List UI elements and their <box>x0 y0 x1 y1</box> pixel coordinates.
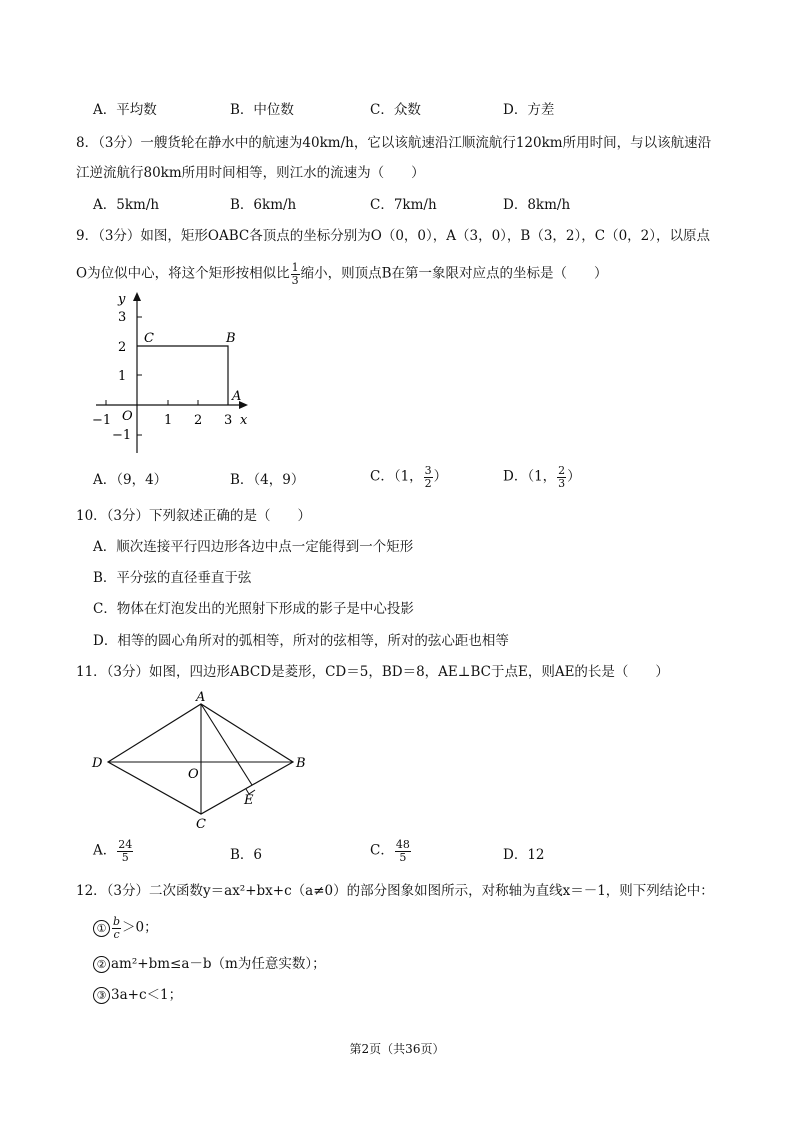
q9-point-b: B <box>226 331 236 346</box>
q11-point-o: O <box>188 767 199 782</box>
q9-tick-y3: 3 <box>118 310 127 325</box>
q8-stem-line2: 江逆流航行80km所用时间相等，则江水的流速为（ ） <box>76 165 425 181</box>
q9-y-axis-label: y <box>118 292 126 307</box>
q12-item-3: ③ 3a+c＜1； <box>93 987 182 1004</box>
q9-x-axis-label: x <box>240 413 248 428</box>
q9-tick-y-neg1: −1 <box>112 428 132 443</box>
q8-option-c: C．7km/h <box>370 197 437 213</box>
q9-stem-before: O为位似中心，将这个矩形按相似比 <box>76 265 290 282</box>
q11-option-c-fraction: $\frac{48}{5}$ <box>395 838 410 864</box>
q9-tick-y1: 1 <box>118 369 127 384</box>
q12-stem: 12．（3分）二次函数y＝ax²+bx+c（a≠0）的部分图象如图所示，对称轴为直线x＝－1，则下列结论中： <box>76 883 714 899</box>
q10-option-d: D．相等的圆心角所对的弧相等，所对的弦相等，所对的弦心距也相等 <box>93 633 509 649</box>
q9-option-d: D．（1， $\frac{2}{3}$ ） <box>503 464 581 490</box>
q9-coordinate-figure <box>88 288 258 458</box>
q9-option-b: B．（4，9） <box>230 472 305 488</box>
q9-point-c: C <box>144 331 154 346</box>
q9-option-c-fraction: $\frac{3}{2}$ <box>424 464 432 490</box>
q11-point-d: D <box>92 756 103 771</box>
q8-option-a: A．5km/h <box>93 197 160 213</box>
page-footer: 第2页（共36页） <box>349 1042 445 1056</box>
q9-origin-label: O <box>122 409 133 424</box>
q12-item-2: ② am²+bm≤a－b（m为任意实数）； <box>93 956 326 973</box>
q12-item-3-mark: ③ <box>93 987 110 1004</box>
q7-option-b: B．中位数 <box>230 102 294 118</box>
q9-tick-x2: 2 <box>194 413 203 428</box>
q10-option-c: C．物体在灯泡发出的光照射下形成的影子是中心投影 <box>93 601 414 617</box>
q9-tick-x-neg1: −1 <box>92 413 112 428</box>
q12-item-1-fraction: $\frac{b}{c}$ <box>113 915 121 941</box>
q11-point-e: E <box>244 793 254 808</box>
q9-stem-after: 缩小，则顶点B在第一象限对应点的坐标是（ ） <box>300 265 608 282</box>
q11-option-c: C． $\frac{48}{5}$ <box>370 838 410 864</box>
q10-option-a: A．顺次连接平行四边形各边中点一定能得到一个矩形 <box>93 539 414 555</box>
q10-stem: 10．（3分）下列叙述正确的是（ ） <box>76 508 312 524</box>
q9-tick-x1: 1 <box>164 413 173 428</box>
q11-option-d: D．12 <box>503 847 545 863</box>
q12-item-1: ① $\frac{b}{c}$ ＞0； <box>93 916 158 940</box>
q10-option-b: B．平分弦的直径垂直于弦 <box>93 570 252 586</box>
q9-point-a: A <box>232 389 242 404</box>
q11-stem: 11．（3分）如图，四边形ABCD是菱形，CD＝5，BD＝8，AE⊥BC于点E，则AE的长是（ ） <box>76 664 669 680</box>
q9-option-c: C．（1， $\frac{3}{2}$ ） <box>370 464 448 490</box>
q7-option-a: A．平均数 <box>93 102 157 118</box>
q7-option-c: C．众数 <box>370 102 421 118</box>
q9-tick-x3: 3 <box>224 413 233 428</box>
q11-point-c: C <box>196 817 206 830</box>
q8-option-b: B．6km/h <box>230 197 297 213</box>
q7-option-d: D．方差 <box>503 102 555 118</box>
q11-rhombus-figure <box>88 690 318 830</box>
q9-ratio-fraction: $\frac{1}{3}$ <box>291 261 299 287</box>
q8-option-d: D．8km/h <box>503 197 571 213</box>
q9-stem-line2 <box>76 262 608 286</box>
q9-option-d-fraction: $\frac{2}{3}$ <box>558 464 566 490</box>
q11-option-b: B．6 <box>230 847 263 863</box>
q9-tick-y2: 2 <box>118 340 127 355</box>
q12-item-1-mark: ① <box>93 920 110 937</box>
q11-point-a: A <box>196 690 206 705</box>
q11-option-a: A． $\frac{24}{5}$ <box>93 838 133 864</box>
q8-stem-line1: 8．（3分）一艘货轮在静水中的航速为40km/h，它以该航速沿江顺流航行120km所用时间，与以该航速沿 <box>76 135 712 151</box>
q11-point-b: B <box>296 756 306 771</box>
q12-item-2-mark: ② <box>93 956 110 973</box>
q11-option-a-fraction: $\frac{24}{5}$ <box>118 838 133 864</box>
q9-option-a: A．（9，4） <box>93 472 168 488</box>
q9-stem-line1: 9．（3分）如图，矩形OABC各顶点的坐标分别为O（0，0），A（3，0），B（3，2），C（0，2），以原点 <box>76 228 711 244</box>
